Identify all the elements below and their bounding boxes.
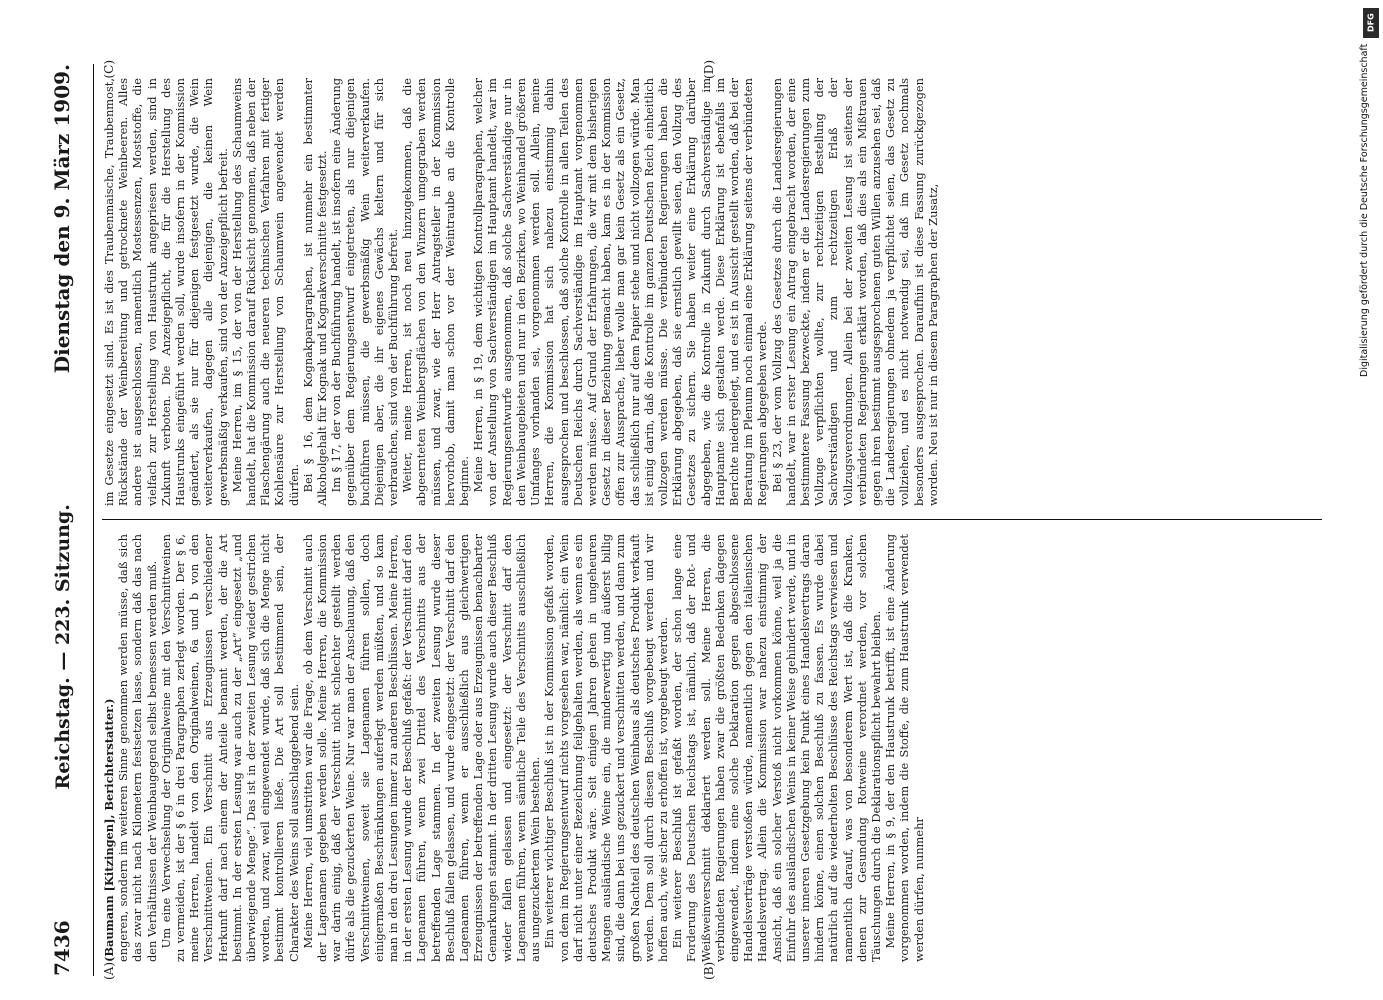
left-column [102,520,1322,976]
rotated-document-page [50,40,1330,1000]
dfg-logo: DFG [1363,8,1379,38]
digitization-credit: Digitalisierung gefördert durch die Deutsche Forschungsgemeinschaft [1359,44,1370,378]
page-number: 7436 [50,920,74,976]
paragraph: Bei § 16, dem Kognakparagraphen, ist nunmehr ein bestimmter Alkoholgehalt für Kognak und Kognakverschnitte festgesetzt. [300,78,330,506]
paragraph: im Gesetze eingesetzt sind. Es ist dies Traubenmaische, Traubenmost, Rückstände der Weinbereitung und getrocknete Weinbeeren. Alles andere ist ausgeschlossen, namentlich Mostessenzen, Moststoffe, die vielfach zur Herstellung von Haustrunk angepriesen werden, sind in Zukunft verboten. Die Anzeigepflicht, die für die Herstellung des Haustrunks eingeführt werden soll, wurde insofern in der Kommission geändert, als sie nur für diejenigen festgesetzt wurde, die Wein weiterverkaufen, dagegen alle diejenigen, die keinen Wein gewerbsmäßig verkaufen, sind von der Anzeigepflicht befreit. [102,78,230,506]
paragraph: Um eine Verwechselung der Originalweine mit den Verschnittweinen zu vermeiden, ist der § 6 in drei Paragraphen zerlegt worden. Der § 6, meine Herren, handelt von den Originalweinen, 6a und b von den Verschnittweinen. Ein Verschnitt aus Erzeugnissen verschiedener Herkunft darf nach einem der Anteile benannt werden, der die Art bestimmt. In der ersten Lesung war auch zu der „Art“ eingesetzt „und überwiegende Menge“. Das ist in der zweiten Lesung wieder gestrichen worden, und zwar, weil eingewendet wurde, daß sich die Menge nicht bestimmt kontrollieren ließe. Die Art soll bestimmend sein, der Charakter des Weins soll ausschlaggebend sein. [158,534,301,962]
paragraph: Bei § 23, der vom Vollzug des Gesetzes durch die Landesregierungen handelt, war in erster Lesung ein Antrag eingebracht worden, der eine bestimmtere Fassung bezweckte, indem er die Landesregierungen zum Vollzuge verpflichten wollte, zur rechtzeitigen Bestellung der Sachverständigen und zum rechtzeitigen Erlaß der Vollzugsverordnungen. Allein bei der zweiten Lesung ist seitens der verbündeten Regierungen erklärt worden, daß dies als ein Mißtrauen gegen ihren bestimmt ausgesprochenen guten Willen anzusehen sei, daß die Landesregierungen ohnedem ja verpflichtet seien, das Gesetz zu vollziehen, und es nicht notwendig sei, daß im Gesetz nochmals besonders ausgesprochen. Daraufhin ist diese Fassung zurückgezogen worden. Neu ist nur in diesem Paragraphen der Zusatz, [769,78,940,506]
right-column [102,64,1322,520]
speaker-line: (Baumann [Kitzingen], Berichterstatter.) [102,698,116,962]
page-header [50,64,94,976]
paragraph: Ein weiterer Beschluß ist gefaßt worden, der schon lange eine Forderung des Deutschen Reichstags ist, nämlich, daß der Rot- und Weißweinverschnitt deklariert werden soll. Meine Herren, die verbündeten Regierungen haben zwar die größten Bedenken dagegen eingewendet, indem eine solche Deklaration gegen abgeschlossene Handelsverträge verstoßen würde, namentlich gegen den italienischen Handelsvertrag. Allein die Kommission war nahezu einstimmig der Ansicht, daß ein solcher Verstoß nicht vorkommen könne, weil ja die Einfuhr des ausländischen Weins in keiner Weise gehindert werde, und in unserer inneren Gesetzgebung kein Punkt eines Handelsvertrags daran hindern könne, einen solchen Beschluß zu fassen. Es wurde dabei natürlich auf die wiederholten Beschlüsse des Reichstags verwiesen und namentlich darauf, was von besonderem Wert ist, daß die Kranken, denen zur Gesundung Rotweine verordnet werden, vor solchen Täuschungen durch die Deklarationspflicht bewahrt bleiben. [670,534,883,962]
paragraph: Im § 17, der von der Buchführung handelt, ist insofern eine Änderung gegenüber dem Regierungsentwurf eingetreten, als nur diejenigen buchführen müssen, die gewerbsmäßig Wein weiterverkaufen. Diejenigen aber, die ihr eigenes Gewächs keltern und für sich verbrauchen, sind von der Buchführung befreit. [329,78,401,506]
paragraph: Meine Herren, in § 9, der den Haustrunk betrifft, ist eine Änderung vorgenommen worden, indem die Stoffe, die zum Haustrunk verwendet werden dürfen, nunmehr [883,534,926,962]
column-divider [102,519,1322,520]
paragraph: engeren, sondern im weiteren Sinne genommen werden müsse, daß sich das zwar nicht nach Kilometern festsetzen lasse, sondern daß das nach den Verhältnissen der Weinbaugegend selbst bemessen werden muß. [116,534,159,962]
paragraph: Ein weiterer wichtiger Beschluß ist in der Kommission gefaßt worden, von dem im Regierungsentwurf nichts vorgesehen war, nämlich: ein Wein darf nicht unter einer Bezeichnung feilgehalten werden, als wenn es ein deutsches Produkt wäre. Seit einigen Jahren gehen in ungeheuren Mengen ausländische Weine ein, die minderwertig und äußerst billig sind, die dann bei uns gezuckert und verschnitten werden, und dann zum großen Nachteil des deutschen Weinbaus als deutsches Produkt verkauft werden. Dem soll durch diesen Beschluß vorgebeugt werden und wir hoffen auch, wie sicher zu erhoffen ist, vorgebeugt werden. [542,534,670,962]
paragraph: Meine Herren, in § 19, dem wichtigen Kontrollparagraphen, welcher von der Anstellung von Sachverständigen im Hauptamt handelt, war im Regierungsentwurfe ausgenommen, daß solche Sachverständige nur in den Weinbaugebieten und nur in den Bezirken, wo Weinhandel größeren Umfanges vorhanden sei, vorgenommen werden soll. Allein, meine Herren, die Kommission hat sich nahezu einstimmig dahin ausgesprochen und beschlossen, daß solche Kontrolle in allen Teilen des Deutschen Reichs durch Sachverständige im Hauptamt vorgenommen werden müsse. Auf Grund der Erfahrungen, die wir mit dem bisherigen Gesetz in dieser Beziehung gemacht haben, kam es in der Kommission offen zur Aussprache, lieber wolle man gar kein Gesetz als ein Gesetz, das schließlich nur auf dem Papier stehe und nicht vollzogen würde. Man ist einig darin, daß die Kontrolle im ganzen Deutschen Reich einheitlich vollzogen werden müsse. Die verbündeten Regierungen haben die Erklärung abgegeben, daß sie ernstlich gewillt seien, den Vollzug des Gesetzes zu sichern. Sie haben weiter eine Erklärung darüber abgegeben, wie die Kontrolle in Zukunft durch Sachverständige im Hauptamte sich gestalten werde. Diese Erklärung ist ebenfalls im Berichte niedergelegt, und es ist in Aussicht gestellt worden, daß bei der Beratung im Plenum noch einmal eine Erklärung seitens der verbündeten Regierungen abgegeben werde. [471,78,770,506]
text-columns [102,60,1322,980]
paragraph: Meine Herren, im § 15, der von der Herstellung des Schaumweins handelt, hat die Kommission darauf Rücksicht genommen, daß neben der Flaschengärung auch die neueren technischen Verfahren mit fertiger Kohlensäure zur Herstellung von Schaumwein angewendet werden dürfen. [229,78,301,506]
margin-marker-d: (D) [702,60,716,79]
margin-marker-b: (B) [702,961,716,980]
margin-marker-a: (A) [102,961,116,980]
margin-marker-c: (C) [102,60,116,79]
session-date: Dienstag den 9. März 1909. [50,64,74,374]
session-title: Reichstag. — 223. Sitzung. [52,504,74,790]
paragraph: Weiter, meine Herren, ist noch neu hinzugekommen, daß die abgeernteten Weinbergsflächen von den Winzern umgegraben werden müssen, und zwar, wie der Herr Antragsteller in der Kommission hervorhob, damit man schon vor der Weintraube an die Kontrolle beginne. [400,78,472,506]
paragraph: Meine Herren, viel umstritten war die Frage, ob dem Verschnitt auch der Lagenamen gegeben werden solle. Meine Herren, die Kommission war darin einig, daß der Verschnitt nicht schlechter gestellt werden dürfe als die gezuckerten Weine. Nur war man der Anschauung, daß den Verschnittweinen, soweit sie Lagenamen führen sollen, doch einigermaßen Beschränkungen auferlegt werden müßten, und so kam man in den drei Lesungen immer zu anderen Beschlüssen. Meine Herren, in der ersten Lesung wurde der Beschluß gefaßt: der Verschnitt darf den Lagenamen führen, wenn zwei Drittel des Verschnitts aus der betreffenden Lage stammen. In der zweiten Lesung wurde dieser Beschluß fallen gelassen, und wurde eingesetzt: der Verschnitt darf den Lagenamen führen, wenn er ausschließlich aus gleichwertigen Erzeugnissen der betreffenden Lage oder aus Erzeugnissen benachbarter Gemarkungen stammt. In der dritten Lesung wurde auch dieser Beschluß wieder fallen gelassen und eingesetzt: der Verschnitt darf den Lagenamen führen, wenn sämtliche Teile des Verschnitts ausschließlich aus ungezuckertem Wein bestehen. [300,534,543,962]
